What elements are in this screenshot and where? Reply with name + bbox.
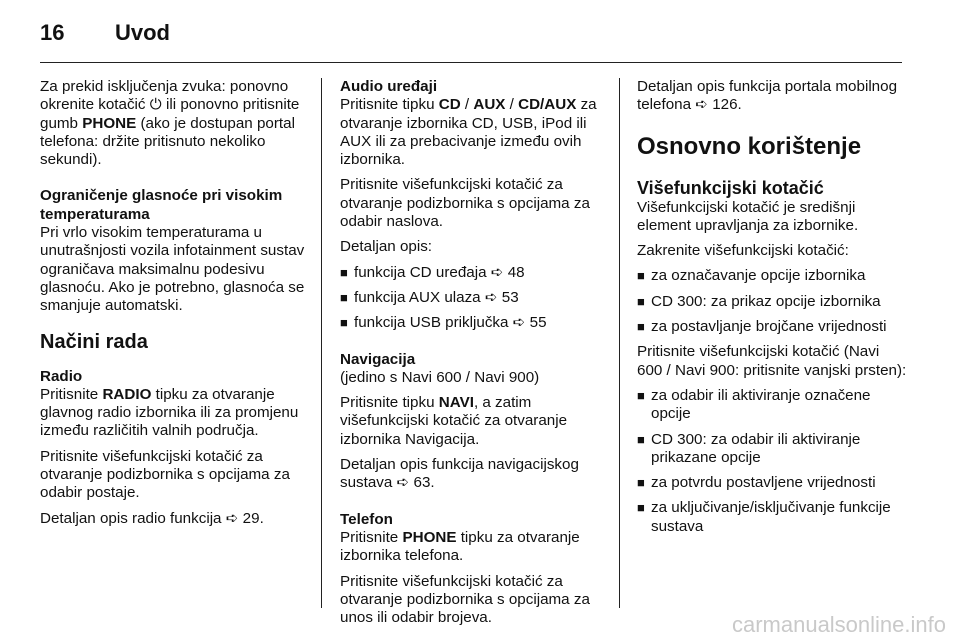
audio-bullet-list — [340, 264, 608, 333]
column-1 — [40, 78, 308, 535]
paragraph: Pri vrlo visokim temperaturama u unutrašnjosti vozila infotainment sustav ograničava maksimalnu podesivu glasnoću. Ako je potrebno, glasnoća se smanjuje automatski. — [40, 224, 305, 315]
column-2 — [340, 78, 608, 634]
paragraph: Pritisnite tipku NAVI, a zatim višefunkcijski kotačić za otvaranje izbornika Navigacija. — [340, 394, 568, 448]
list-item: ■ CD 300: za prikaz opcije izbornika — [637, 293, 907, 311]
paragraph: Detaljan opis funkcija portala mobilnog telefona ➪ 126. — [637, 78, 898, 114]
column-divider-1 — [321, 78, 322, 608]
paragraph: Višefunkcijski kotačić je središnji element upravljanja za izbornike. — [637, 198, 859, 234]
paragraph: Zakrenite višefunkcijski kotačić: — [637, 242, 849, 260]
list-item: ■ funkcija AUX ulaza ➪ 53 — [340, 289, 608, 307]
paragraph: Pritisnite višefunkcijski kotačić za otvaranje podizbornika s opcijama za odabir naslova. — [340, 176, 590, 231]
paragraph: Pritisnite višefunkcijski kotačić za otvaranje podizbornika s opcijama za unos ili odabir brojeva. — [340, 572, 590, 627]
list-item: ■ za označavanje opcije izbornika — [637, 267, 907, 285]
column-divider-2 — [619, 78, 620, 608]
list-item: ■ za potvrdu postavljene vrijednosti — [637, 474, 907, 492]
paragraph: Za prekid isključenja zvuka: ponovno okrenite kotačić ⏻ ili ponovno pritisnite gumb PHONE (ako je dostupan portal telefona: držite pritisnuto nekoliko sekundi). — [40, 78, 300, 169]
paragraph: (jedino s Navi 600 / Navi 900) — [340, 368, 540, 386]
subheading-radio: Radio — [40, 367, 83, 385]
paragraph: Pritisnite RADIO tipku za otvaranje glavnog radio izbornika ili za promjenu između različitih valnih područja. — [40, 385, 299, 440]
subheading-phone: Telefon — [340, 510, 393, 528]
list-item: ■ funkcija USB priključka ➪ 55 — [340, 314, 608, 332]
subheading-multifunction-knob: Višefunkcijski kotačić — [637, 177, 824, 198]
rotate-bullet-list — [637, 267, 907, 336]
page-number: 16 — [40, 20, 65, 45]
section-heading-modes: Načini rada — [40, 330, 148, 353]
press-bullet-list — [637, 387, 907, 536]
list-item: ■ funkcija CD uređaja ➪ 48 — [340, 264, 608, 282]
subheading-volume-limit: Ograničenje glasnoće pri visokim temperaturama — [40, 187, 283, 223]
page-header — [40, 20, 170, 50]
paragraph: Pritisnite PHONE tipku za otvaranje izbornika telefona. — [340, 528, 580, 565]
paragraph: Pritisnite višefunkcijski kotačić (Navi 600 / Navi 900: pritisnite vanjski prsten): — [637, 343, 907, 379]
header-rule — [40, 62, 902, 63]
list-item: ■ za postavljanje brojčane vrijednosti — [637, 318, 907, 336]
paragraph: Detaljan opis radio funkcija ➪ 29. — [40, 509, 264, 527]
list-item: ■ CD 300: za odabir ili aktiviranje prikazane opcije — [637, 431, 907, 468]
list-item: ■ za odabir ili aktiviranje označene opcije — [637, 387, 907, 424]
subheading-navigation: Navigacija — [340, 350, 416, 368]
subheading-audio: Audio uređaji — [340, 78, 438, 95]
paragraph: Pritisnite višefunkcijski kotačić za otvaranje podizbornika s opcijama za odabir postaje. — [40, 447, 290, 502]
section-heading-basic-use: Osnovno korištenje — [637, 132, 862, 160]
paragraph: Detaljan opis funkcija navigacijskog sustava ➪ 63. — [340, 456, 579, 492]
paragraph: Pritisnite tipku CD / AUX / CD/AUX za otvaranje izbornika CD, USB, iPod ili AUX ili za prebacivanje između ovih izbornika. — [340, 96, 597, 169]
watermark: carmanualsonline.info — [731, 612, 946, 637]
page-title: Uvod — [115, 20, 170, 45]
list-item: ■ za uključivanje/isključivanje funkcije sustava — [637, 499, 907, 536]
column-3 — [637, 78, 907, 543]
paragraph: Detaljan opis: — [340, 238, 433, 256]
